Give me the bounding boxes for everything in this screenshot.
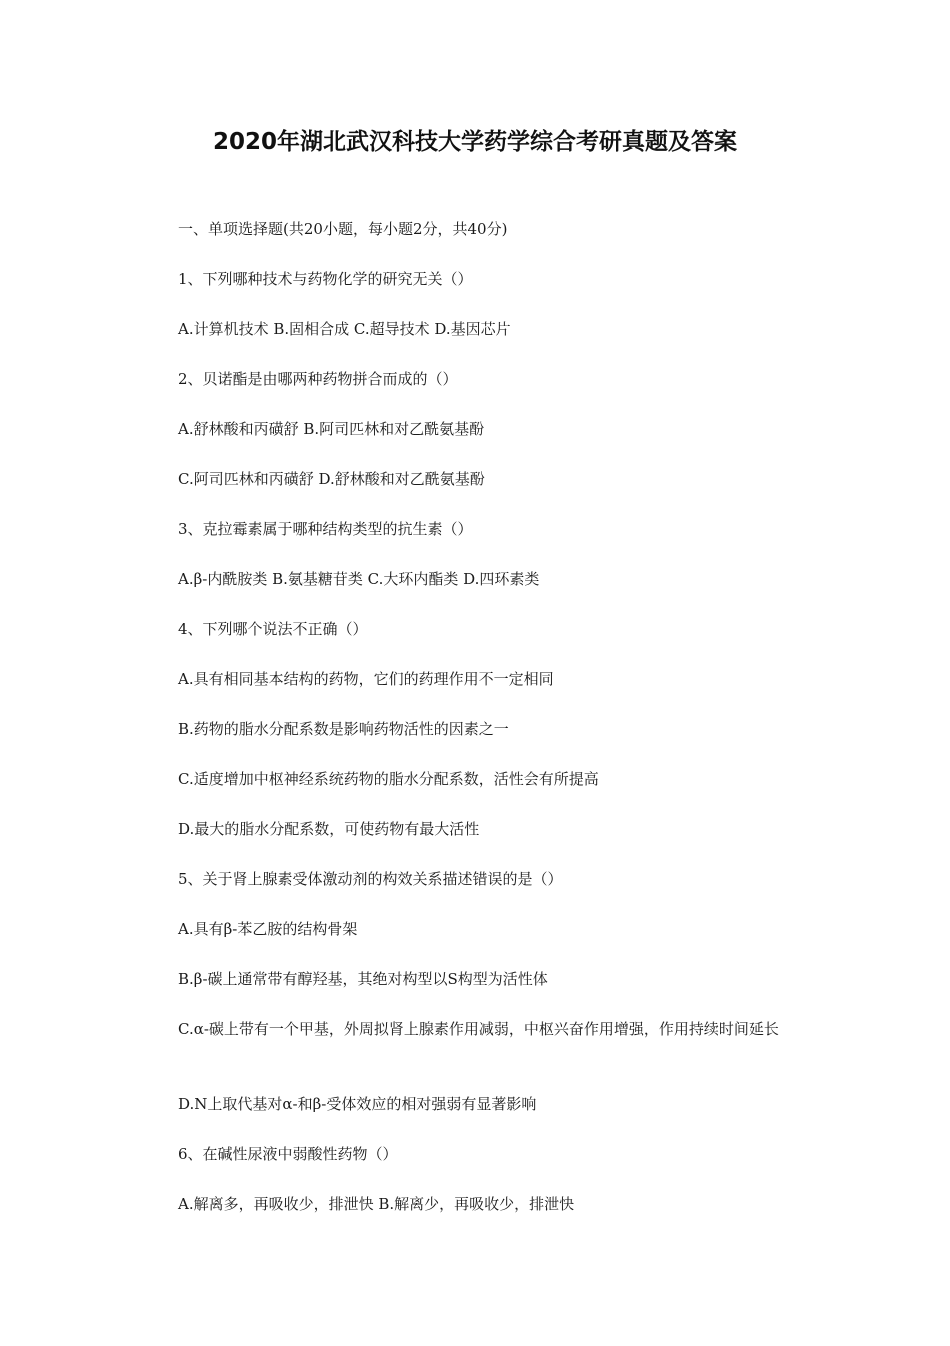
question-4-option-a: A.具有相同基本结构的药物，它们的药理作用不一定相同 bbox=[178, 670, 554, 688]
question-1-options: A.计算机技术 B.固相合成 C.超导技术 D.基因芯片 bbox=[178, 320, 511, 338]
question-1-stem: 1、下列哪种技术与药物化学的研究无关（） bbox=[178, 270, 473, 288]
question-6-options: A.解离多，再吸收少，排泄快 B.解离少，再吸收少，排泄快 bbox=[178, 1195, 575, 1213]
question-4-option-b: B.药物的脂水分配系数是影响药物活性的因素之一 bbox=[178, 720, 509, 738]
question-5-stem: 5、关于肾上腺素受体激动剂的构效关系描述错误的是（） bbox=[178, 870, 563, 888]
question-2-options-cd: C.阿司匹林和丙磺舒 D.舒林酸和对乙酰氨基酚 bbox=[178, 470, 485, 488]
question-3-stem: 3、克拉霉素属于哪种结构类型的抗生素（） bbox=[178, 520, 473, 538]
question-2-stem: 2、贝诺酯是由哪两种药物拼合而成的（） bbox=[178, 370, 458, 388]
question-4-stem: 4、下列哪个说法不正确（） bbox=[178, 620, 368, 638]
question-2-options-ab: A.舒林酸和丙磺舒 B.阿司匹林和对乙酰氨基酚 bbox=[178, 420, 485, 438]
question-6-stem: 6、在碱性尿液中弱酸性药物（） bbox=[178, 1145, 398, 1163]
question-5-option-a: A.具有β-苯乙胺的结构骨架 bbox=[178, 920, 358, 938]
question-5-option-b: B.β-碳上通常带有醇羟基，其绝对构型以S构型为活性体 bbox=[178, 970, 548, 988]
question-4-option-c: C.适度增加中枢神经系统药物的脂水分配系数，活性会有所提高 bbox=[178, 770, 599, 788]
section-heading: 一、单项选择题(共20小题，每小题2分，共40分) bbox=[178, 220, 508, 238]
question-5-option-d: D.N上取代基对α-和β-受体效应的相对强弱有显著影响 bbox=[178, 1095, 537, 1113]
question-4-option-d: D.最大的脂水分配系数，可使药物有最大活性 bbox=[178, 820, 480, 838]
document-title: 2020年湖北武汉科技大学药学综合考研真题及答案 bbox=[212, 129, 737, 155]
question-3-options: A.β-内酰胺类 B.氨基糖苷类 C.大环内酯类 D.四环素类 bbox=[178, 570, 540, 588]
question-5-option-c: C.α-碳上带有一个甲基，外周拟肾上腺素作用减弱，中枢兴奋作用增强，作用持续时间延长 bbox=[178, 1020, 779, 1038]
